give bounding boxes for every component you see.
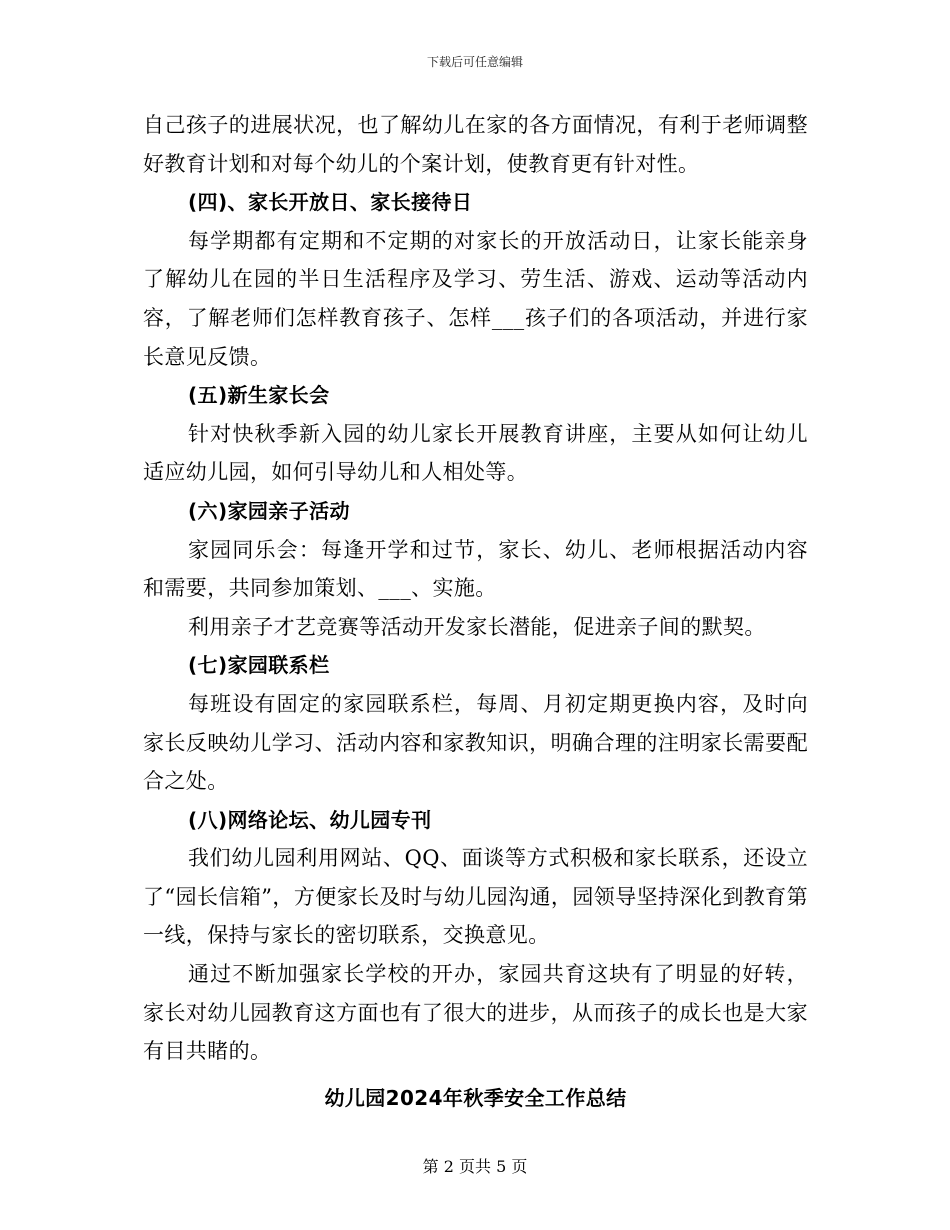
page-header-note: 下载后可任意编辑 — [426, 55, 523, 69]
paragraph-summary: 通过不断加强家长学校的开办，家园共育这块有了明显的好转，家长对幼儿园教育这方面也有了很大的进步，从而孩子的成长也是大家有目共睹的。 — [143, 962, 808, 1064]
paragraph-online-forum: 我们幼儿园利用网站、QQ、面谈等方式积极和家长联系，还设立了“园长信箱”，方便家长及时与幼儿园沟通，园领导坚持深化到教育第一线，保持与家长的密切联系，交换意见。 — [143, 846, 808, 948]
section-heading-8: (八)网络论坛、幼儿园专刊 — [188, 807, 432, 832]
document-body — [143, 106, 808, 1117]
paragraph-continuation: 自己孩子的进展状况，也了解幼儿在家的各方面情况，有利于老师调整好教育计划和对每个幼儿的个案计划，使教育更有针对性。 — [143, 113, 808, 176]
section-heading-6: (六)家园亲子活动 — [188, 498, 350, 523]
paragraph-talent-contest: 利用亲子才艺竞赛等活动开发家长潜能，促进亲子间的默契。 — [188, 614, 766, 639]
page-number: 第 2 页共 5 页 — [422, 1157, 528, 1176]
section-heading-7: (七)家园联系栏 — [188, 653, 330, 678]
section-heading-5: (五)新生家长会 — [188, 383, 330, 408]
paragraph-family-fun: 家园同乐会：每逢开学和过节，家长、幼儿、老师根据活动内容和需要，共同参加策划、___、实施。 — [143, 537, 808, 601]
paragraph-new-parents: 针对快秋季新入园的幼儿家长开展教育讲座，主要从如何让幼儿适应幼儿园，如何引导幼儿和人相处等。 — [143, 421, 808, 485]
section-heading-4: (四)、家长开放日、家长接待日 — [188, 190, 473, 215]
paragraph-contact-board: 每班设有固定的家园联系栏，每周、月初定期更换内容，及时向家长反映幼儿学习、活动内容和家教知识，明确合理的注明家长需要配合之处。 — [143, 691, 808, 794]
next-section-title: 幼儿园2024年秋季安全工作总结 — [324, 1085, 627, 1110]
paragraph-open-day: 每学期都有定期和不定期的对家长的开放活动日，让家长能亲身了解幼儿在园的半日生活程序及学习、劳生活、游戏、运动等活动内容，了解老师们怎样教育孩子、怎样___孩子们的各项活动，并进行家长意见反馈。 — [143, 228, 808, 369]
